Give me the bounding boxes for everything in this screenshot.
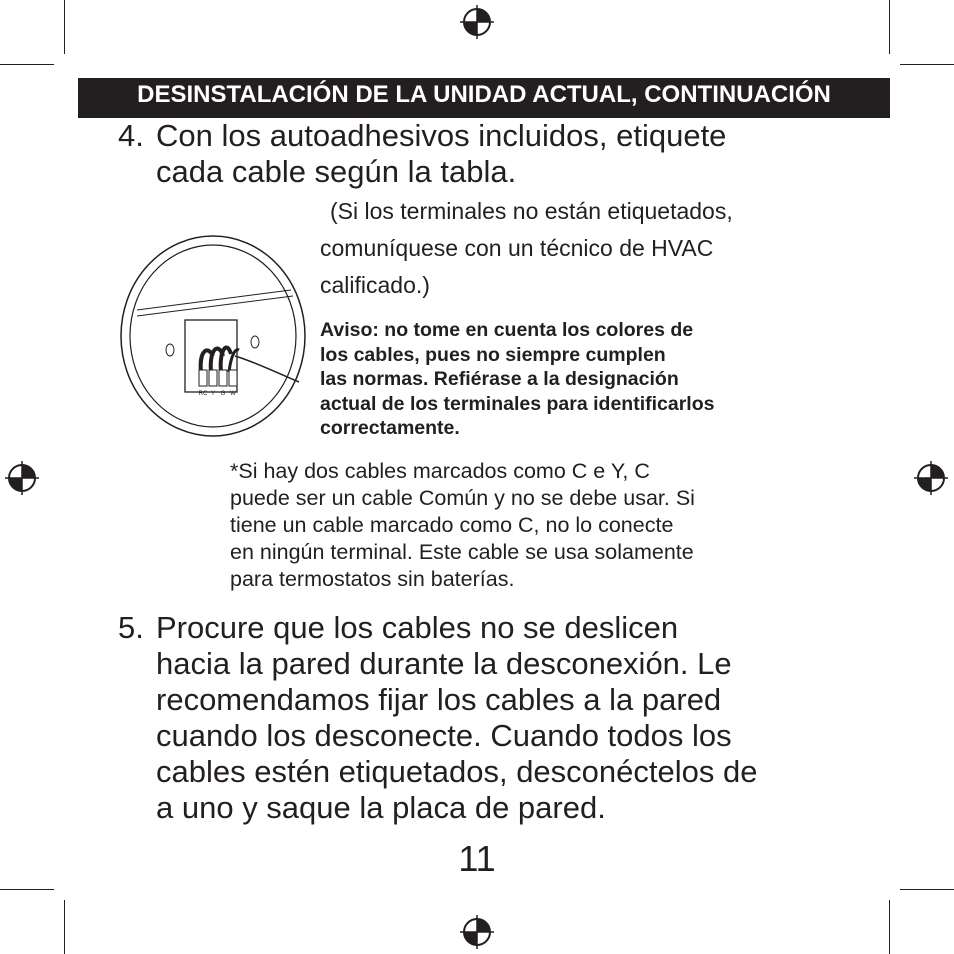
step-text-line: hacia la pared durante la desconexión. Le bbox=[156, 646, 732, 681]
step-text-line: Con los autoadhesivos incluidos, etiquete bbox=[156, 118, 727, 153]
page-number: 11 bbox=[458, 838, 496, 879]
step-5 bbox=[118, 610, 757, 826]
footnote-line: para termostatos sin baterías. bbox=[230, 567, 515, 591]
terminal-label: Y bbox=[210, 391, 216, 397]
footnote-line: tiene un cable marcado como C, no lo conecte bbox=[230, 513, 674, 537]
hvac-note bbox=[320, 193, 733, 304]
step-text-line: recomendamos fijar los cables a la pared bbox=[156, 682, 722, 717]
crop-mark bbox=[889, 900, 890, 954]
step-text-line: a uno y saque la placa de pared. bbox=[156, 790, 606, 825]
registration-mark-icon bbox=[4, 460, 40, 496]
crop-mark bbox=[0, 889, 54, 890]
crop-mark bbox=[900, 64, 954, 65]
terminal-label: W bbox=[230, 391, 236, 397]
step-text-line: cuando los desconecte. Cuando todos los bbox=[156, 718, 732, 753]
warning-line: Aviso: no tome en cuenta los colores de bbox=[320, 319, 694, 341]
note-line: (Si los terminales no están etiquetados, bbox=[330, 198, 733, 224]
footnote-line: *Si hay dos cables marcados como C e Y, C bbox=[230, 459, 650, 483]
section-header: DESINSTALACIÓN DE LA UNIDAD ACTUAL, CONTINUACIÓN bbox=[78, 78, 890, 118]
crop-mark bbox=[900, 889, 954, 890]
step-4 bbox=[118, 118, 726, 190]
note-line: comuníquese con un técnico de HVAC bbox=[320, 235, 714, 261]
crop-mark bbox=[889, 0, 890, 54]
footnote-line: puede ser un cable Común y no se debe usar. Si bbox=[230, 486, 695, 510]
warning-text bbox=[320, 318, 714, 441]
footnote-line: en ningún terminal. Este cable se usa solamente bbox=[230, 540, 694, 564]
step-text-line: cada cable según la tabla. bbox=[156, 154, 517, 189]
step-text-line: cables estén etiquetados, desconéctelos de bbox=[156, 754, 758, 789]
step-text-line: Procure que los cables no se deslicen bbox=[156, 610, 679, 645]
step-number: 5. bbox=[118, 610, 144, 645]
warning-line: los cables, pues no siempre cumplen bbox=[320, 343, 666, 366]
common-wire-footnote bbox=[230, 458, 695, 593]
registration-mark-icon bbox=[459, 914, 495, 950]
note-line: calificado.) bbox=[320, 272, 430, 298]
step-number: 4. bbox=[118, 118, 144, 153]
warning-line: actual de los terminales para identificarlos bbox=[320, 392, 715, 415]
terminal-label: G bbox=[220, 391, 226, 397]
crop-mark bbox=[0, 64, 54, 65]
registration-mark-icon bbox=[459, 4, 495, 40]
warning-line: correctamente. bbox=[320, 417, 460, 439]
crop-mark bbox=[64, 900, 65, 954]
terminal-label: RC bbox=[198, 391, 208, 397]
crop-mark bbox=[64, 0, 65, 54]
registration-mark-icon bbox=[913, 460, 949, 496]
thermostat-wallplate-icon bbox=[115, 232, 311, 440]
warning-line: las normas. Refiérase a la designación bbox=[320, 368, 679, 390]
